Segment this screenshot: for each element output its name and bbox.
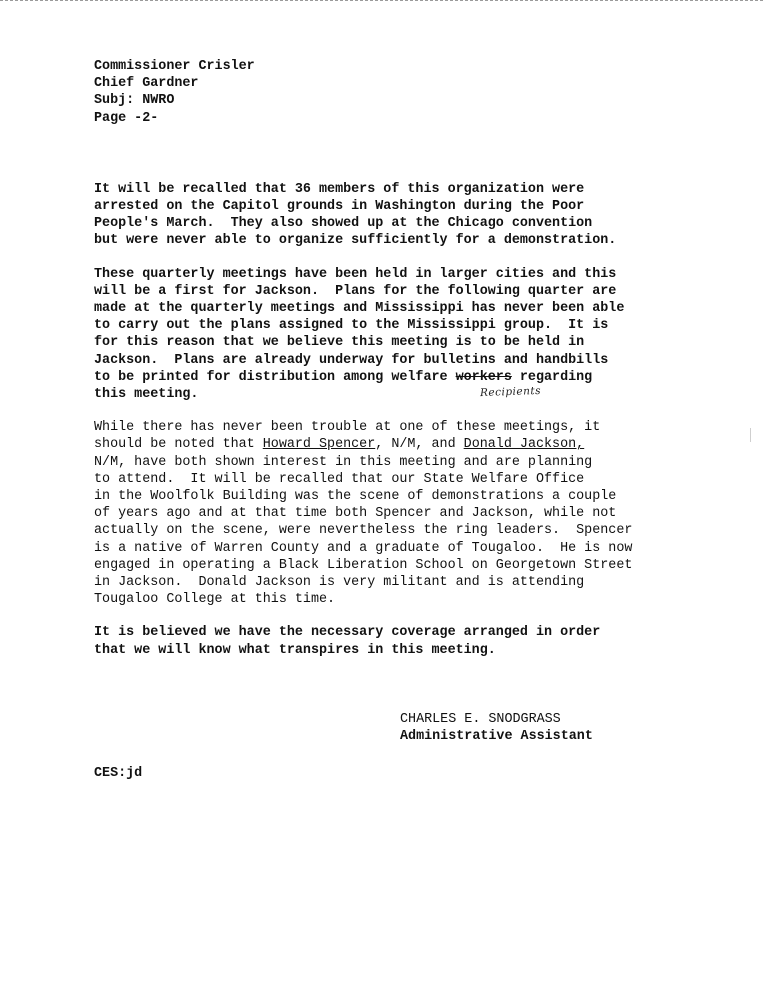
paragraph-line: in Jackson. Donald Jackson is very militant and is attending	[94, 575, 585, 591]
paragraph-line: actually on the scene, were nevertheless the ring leaders. Spencer	[94, 523, 633, 539]
page-number: Page -2-	[94, 110, 159, 126]
paragraph-line: but were never able to organize sufficiently for a demonstration.	[94, 233, 617, 249]
paragraph-line: It is believed we have the necessary coverage arranged in order	[94, 625, 601, 641]
paragraph-line: It will be recalled that 36 members of this organization were	[94, 181, 585, 197]
paragraph-line: this meeting.	[94, 387, 199, 403]
paragraph-line: Tougaloo College at this time.	[94, 592, 336, 608]
addressee-2: Chief Gardner	[94, 76, 199, 92]
subject-line: Subj: NWRO	[94, 93, 175, 109]
paragraph-line: engaged in operating a Black Liberation School on Georgetown Street	[94, 557, 633, 573]
typist-initials: CES:jd	[94, 766, 143, 781]
signer-name: CHARLES E. SNODGRASS	[400, 712, 561, 727]
paragraph-line: will be a first for Jackson. Plans for the following quarter are	[94, 283, 617, 299]
page-top-border	[0, 0, 763, 1]
paragraph-line: These quarterly meetings have been held in larger cities and this	[94, 266, 617, 282]
line-text-middle: , N/M, and	[375, 437, 464, 453]
paragraph-line: N/M, have both shown interest in this meeting and are planning	[94, 454, 593, 470]
paragraph-line: is a native of Warren County and a graduate of Tougaloo. He is now	[94, 540, 633, 556]
signer-title: Administrative Assistant	[400, 729, 593, 745]
paragraph-line: for this reason that we believe this meeting is to be held in	[94, 335, 585, 351]
paragraph-line: made at the quarterly meetings and Mississippi has never been able	[94, 301, 625, 317]
paragraph-line-with-names	[94, 436, 734, 453]
paragraph-line-with-correction	[94, 369, 734, 386]
paragraph-3	[94, 419, 734, 608]
paragraph-2	[94, 266, 734, 404]
paragraph-1	[94, 181, 734, 250]
line-text-after: regarding	[511, 369, 593, 385]
paragraph-line: in the Woolfolk Building was the scene of demonstrations a couple	[94, 489, 617, 505]
handwritten-correction: Recipients	[479, 384, 542, 400]
signature-block	[400, 711, 593, 745]
paragraph-4	[94, 624, 734, 658]
paragraph-line: Jackson. Plans are already underway for bulletins and handbills	[94, 352, 609, 368]
paragraph-line: to attend. It will be recalled that our State Welfare Office	[94, 471, 585, 487]
line-text-before: to be printed for distribution among welfare	[94, 369, 456, 385]
paragraph-line: to carry out the plans assigned to the Mississippi group. It is	[94, 318, 609, 334]
underlined-name-spencer: Howard Spencer	[262, 437, 376, 453]
line-text-before: should be noted that	[94, 437, 263, 453]
struck-word: workers	[455, 369, 512, 385]
memo-page	[94, 58, 734, 675]
paragraph-line: of years ago and at that time both Spencer and Jackson, while not	[94, 506, 617, 522]
paragraph-line: arrested on the Capitol grounds in Washington during the Poor	[94, 199, 585, 215]
paragraph-line: that we will know what transpires in this meeting.	[94, 642, 496, 658]
addressee-1: Commissioner Crisler	[94, 59, 255, 74]
paragraph-line: While there has never been trouble at one of these meetings, it	[94, 420, 601, 436]
memo-header	[94, 58, 734, 127]
underlined-name-jackson: Donald Jackson,	[463, 437, 585, 453]
margin-mark	[750, 428, 751, 442]
paragraph-line: People's March. They also showed up at the Chicago convention	[94, 216, 593, 232]
